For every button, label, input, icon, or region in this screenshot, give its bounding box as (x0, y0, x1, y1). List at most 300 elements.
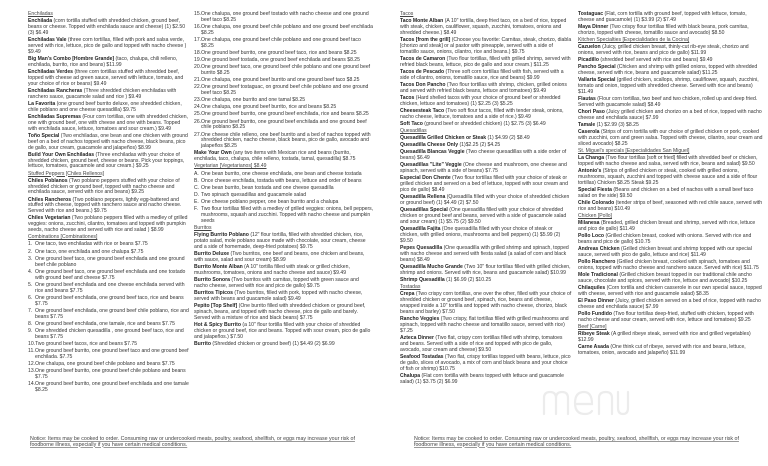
menu-item (400, 122, 572, 128)
menu-item-name: Pepito [Top Shelf] (194, 302, 238, 309)
section-heading: Chicken [Pollo] (578, 213, 612, 220)
combo-number: 6. (28, 294, 33, 301)
combo-item (28, 342, 190, 348)
menu-item-name: Enchiladas Supremas (28, 113, 81, 120)
menu-item-description: (Three soft corn tortillas filled with fish, served with a side of cilantro, onions, tomatillo sauce, rice and beans) $9.99 (400, 68, 564, 81)
combo-number: 15. (194, 11, 202, 17)
menu-item-name: Quesadilla Blancas Veggie (400, 149, 465, 156)
menu-item-description: (three corn tortillas stuffed with shredded beef, topped with cheese ad green sauce, served with lettuce, tomato, and your choice of rice or beans) $9.49 (28, 68, 184, 87)
section-heading: Stuffed Peppers [Chiles Rellenos] (28, 170, 105, 177)
combo-description: One ground beef burrito, one ground beef chile poblano and beans $7.75 (35, 367, 186, 380)
combo-number: C. (194, 184, 200, 191)
menu-item (400, 227, 572, 245)
combo-number: 4. (28, 268, 33, 275)
menu-item-description: (One quesadilla filled with your choice of shredded chicken or ground beef and beans, served with a side of guacamole salad and sour cream) (1) $5.75 (2) $9.50 (400, 207, 567, 225)
combo-number: F. (194, 206, 198, 213)
menu-item (194, 252, 374, 264)
menu-item (578, 260, 764, 272)
menu-item-description: (Corn tortilla and chicken casserole in our own special sauce, topped with cheese, served with rice and guacamole salad) $8.35 (578, 285, 762, 298)
combo-description: One chalupa, one ground beef chile poblano and one ground beef enchilada $8.25 (201, 24, 373, 36)
menu-item (400, 176, 572, 194)
menu-item-name: Enchiladas Vale (28, 37, 67, 43)
combo-item (194, 98, 374, 104)
menu-item (400, 336, 572, 354)
section-heading: St. Miguel's specials [Especialidades San Miguel] (578, 148, 690, 155)
menu-item-description: (1)$2.25 (2) $4.25 (458, 142, 501, 149)
combo-description: One chalupa, one burrito and one tamal $8.25 (201, 97, 306, 104)
menu-item-description: (Two enchiladas, one bean and one chicken with ground beef on a bed of nachos topped with nacho cheese, black beans, pico de gallo, sour cream, guacamole and jalapeños) $8.99 (28, 132, 188, 151)
menu-item (28, 198, 190, 216)
menu-item-name: Carne Asada (578, 344, 609, 351)
menu-item (578, 299, 764, 311)
menu-item-name: Burritos Tipicos (194, 289, 233, 296)
menu-item (578, 78, 764, 96)
combo-description: One ground beef tostaguac, on ground beef chile poblano and one ground beef taco $8.25 (201, 84, 369, 97)
menu-item (400, 163, 572, 175)
combo-number: 1. (28, 241, 33, 248)
menu-item-description: (three corn tortillas, filled with pork and salsa verde, served with rice, lettuce, pico de gallo and topped with nacho cheese ) $9.49 (28, 37, 187, 55)
menu-item (578, 97, 764, 109)
menu-item-name: Chiles Rancheros (28, 196, 72, 203)
combo-description: One ground beef enchilada, one ground beef chile poblano, rice and beans $7.75 (35, 307, 189, 320)
combo-item (194, 85, 374, 97)
menu-item (194, 323, 374, 341)
menu-item-description: (A grilled ribeye steak, served with rice and grilled vegetables) $12.99 (578, 331, 751, 344)
menu-item-name: Pepes Quesadilla (400, 245, 443, 251)
menu-item-name: Chiles Vegetarian (28, 215, 71, 222)
section-heading: Beef [Carne] (578, 324, 607, 331)
menu-item-name: Burrito Deluxe (194, 250, 230, 257)
menu-item-description: (Two poblano peppers filled with a medley of grilled veggies: onions, zucchini, cilantro, tomatoes and topped with pumpkin seeds, nacho cheese and served with rice and salad ) $8.99 (28, 215, 188, 234)
menu-item-name: La Changa (578, 155, 605, 162)
menu-item-name: Tacos de Pescado (400, 68, 445, 75)
combo-description: One ground beef burrito, one ground beef taco, rice and beans $8.25 (201, 50, 357, 56)
combo-number: 2. (28, 248, 33, 255)
menu-item-name: Quesadillas "Lite" Veggie (400, 162, 462, 169)
menu-item-name: Quesadilla Fajita (400, 226, 441, 233)
menu-item-name: Tostaguac (578, 11, 604, 17)
menu-item (400, 83, 572, 95)
menu-item-name: Quesadilla Mucho Grande (400, 263, 463, 270)
menu-item-name: Enchiladas Rancheras (28, 87, 83, 94)
menu-item-description: (tender strips of beef, seasoned with red chile sauce, served with rice and beans) $10.49 (578, 200, 763, 212)
menu-item-name: Flautas (578, 96, 596, 103)
combo-item (28, 369, 190, 381)
menu-item-name: Quesadilla Cheese Only (400, 142, 459, 149)
menu-item-description: (Three enchiladas with your choice of shredded chicken, ground beef, cheese or beans. Pick your toppings, lettuce, tomatoes, guacamole and sour cream.) $9.25 (28, 151, 185, 170)
menu-item-name: Vallarta Special (578, 77, 616, 84)
menu-item (400, 57, 572, 69)
menu-item-description: (Two flour tortillas filled with your choice of steak or grilled chicken and served on a bed of lettuce, topped with sour cream and pico de gallo) $8.49 (400, 175, 568, 194)
menu-item-description: (a 10" flour tortilla filled with your choice of shredded chicken or ground beef, rice and beans. Topped with sour cream, pico de gallo and jalapeños.) $7.50 (194, 321, 371, 340)
combo-number: 19. (194, 57, 202, 64)
menu-item-name: Quesadilla Rellena (400, 194, 446, 201)
menu-item-name: Shrimp Quesadilla (400, 276, 445, 283)
section-heading: Kitchen Specialties [Especialidades de la Cocina] (578, 37, 690, 43)
combo-description: One chalupa, one ground beef burrito and one ground beef taco $8.25 (201, 77, 360, 84)
menu-item (194, 233, 374, 251)
combo-description: One ground beef taco, one ground beef chile poblano and one ground beef burrito $8.25 (201, 64, 371, 77)
menu-item-description: (Grilled chicken breast and shrimp topped with our special sauce, served with pico de gallo, lettuce and rice) $11.49 (578, 246, 752, 259)
combo-item (194, 186, 374, 192)
menu-item (28, 102, 190, 114)
combo-description: One ground beef taco, one ground beef enchilada and one ground beef chile poblano (35, 255, 185, 268)
combo-item (194, 12, 374, 24)
combo-item (28, 250, 190, 256)
section-heading: Vegetarian [Vegetarianos] $8.49 (194, 163, 267, 170)
menu-item-name: Toño Special (28, 132, 60, 139)
menu-item-description: (grilled chicken, scallops, shrimp, cauliflower, squash, zucchini, tomato and onion, topped with shredded cheese. Served with rice and beans) $11.49 (578, 77, 759, 95)
combo-item (28, 362, 190, 368)
menu-item (400, 278, 572, 284)
combo-description: One ground beef burrito, one ground beef enchilada and one tamale $8.25 (35, 380, 189, 393)
menu-item-name: Caserola (578, 129, 600, 136)
combo-number: 7. (28, 307, 33, 314)
menu-item-name: Big Man's Combo [Hombre Grande] (28, 55, 115, 62)
section-heading: Tacos (400, 11, 414, 17)
menu-item-description: (Beans and chicken on a bed of nachos with a small beef taco salad on the side) $9.50 (578, 187, 754, 199)
combo-item (28, 309, 190, 321)
menu-item-name: Tacos de Camaron (400, 55, 446, 62)
section-heading: Burritos (194, 224, 212, 231)
combo-item (28, 257, 190, 269)
menu-item-description: (Two burritos with carnitas, topped with green sauce and nacho cheese, served with rice and pico de gallo) $9.75 (194, 276, 359, 289)
menu-item (400, 38, 572, 56)
menu-item (194, 342, 374, 348)
menu-item-name: La Favorita (28, 100, 56, 107)
menu-item-description: (One quesadilla with grilled shrimp and spinach, topped with nacho cheese and served with fiesta salad (a salad of corn and black beans) $8.49 (400, 245, 569, 263)
menu-item (400, 195, 572, 207)
menu-item-description: (Chicken and shrimp with grilled onions, topped with shredded cheese, served with rice, beans and guacamole salad) $11.25 (578, 64, 758, 77)
menu-item (400, 136, 572, 142)
menu-item-description: (Two flour tortillas, filled with grilled shrimp, served with refried black beans, lettuce, pico de gallo and sour cream.) $11.25 (400, 55, 571, 68)
combo-number: 18. (194, 50, 202, 56)
menu-item-description: (Two crispy, flat tortillas filled with grilled mushrooms and spinach, topped with nacho cheese and tomatillo sauce, served with rice) $7.25 (400, 315, 569, 334)
menu-item-name: Picadillo (578, 57, 599, 64)
menu-item-name: Build Your Own Enchiladas (28, 151, 95, 158)
combo-number: 13. (28, 367, 36, 374)
combo-number: 8. (28, 320, 33, 327)
menu-item-description: (Two flat, crispy corn tortillas filled with shrimp, tomatoes and beans. Served with a side of rice and topped with pico de gallo, avocado, sour cream and cheese) $9.50 (400, 334, 563, 353)
menu-item-name: Chiles Poblanos (28, 177, 68, 184)
notice-right: Notice: Items may be cooked to order. Consuming raw or undercooked meats, poultry, seafood, shellfish, or eggs may increase your risk of foodborne illness, especially if you have certain medical conditions. (414, 436, 739, 448)
menu-item-description: (One quesadilla filled with your choice of steak or chicken, with grilled onions, mushrooms and bell peppers) (1) $5.99 (2) $9.50 (400, 226, 561, 244)
menu-item-name: Make Your Own (194, 150, 232, 157)
menu-item (578, 123, 764, 129)
combo-number: 12. (28, 360, 36, 367)
menu-item-description: (Two poblano peppers stuffed with your choice of shredded chicken or ground beef, topped with nacho cheese and enchilada sauce, served with rice and beans) $9.25 (28, 177, 180, 196)
menu-item (28, 57, 190, 69)
combo-number: 23. (194, 97, 202, 104)
menu-item-description: (taco, chalupa, chili relleno, enchilada, burrito, rice and beans) $11.99 (28, 55, 178, 68)
menu-item (578, 332, 764, 344)
combo-number: E. (194, 198, 199, 205)
menu-item-name: Hot & Spicy Burrito (194, 321, 241, 328)
menu-item-name: Crepa (400, 291, 415, 298)
combo-item (28, 283, 190, 295)
menu-item (400, 70, 572, 82)
menu-item-description: (Grilled chicken breast, cooked with spinach, tomatoes and onions, topped with nacho cheese and ranchero sauce. Served with rice) $11.75 (578, 259, 759, 272)
menu-item-name: Pollo Fundido (578, 311, 612, 318)
menu-column-2 (194, 12, 374, 349)
menu-item-description: (ground beef or shredded chicken) (1) $2.75 (3) $6.49 (422, 120, 546, 127)
menu-item (28, 179, 190, 197)
menu-column-1 (28, 12, 190, 395)
menu-item (400, 374, 572, 386)
menu-item (194, 151, 374, 163)
combo-description: One chalupa, one ground beef chile poblano and beans $7.75 (35, 360, 175, 367)
menu-item-description: (Four corn tortillas, one with shredded chicken, one with ground beef, one with cheese and one with beans. Topped with enchilada sauce, lettuce, tomatoes and sour cream.) $9.49 (28, 113, 188, 132)
menu-item (400, 19, 572, 37)
menu-item (194, 265, 374, 277)
menu-item (194, 304, 374, 322)
menu-item-name: Maya Dinner (578, 24, 609, 30)
menu-item-name: Chile Colorado (578, 200, 615, 207)
menu-item-name: Tamale (578, 122, 596, 129)
combo-number: B. (194, 177, 199, 184)
menu-item-name: Mole Tradicional (578, 272, 618, 279)
menu-item (578, 110, 764, 122)
menu-item-description: (Hard shelled tacos with your choice of ground beef or shredded chicken, lettuce and tomatoes) (1) $2.25 (3) $5.25 (400, 94, 561, 107)
menu-item-name: Andreas Chicken (578, 246, 620, 253)
menu-item (28, 216, 190, 234)
menu-item-name: Pollo Loco (578, 233, 605, 240)
menu-item-name: Azteca Dinner (400, 334, 434, 341)
combo-description: One chalupa, one ground beef tostado with nacho cheese and one ground beef taco $8.25 (201, 11, 369, 23)
section-heading: Combinations [Combinationes] (28, 234, 98, 241)
section-heading: Quesadillas (400, 128, 427, 134)
menu-item-description: (Two burritos, one beef and beans, one chicken and beans, with sauce, salad and sour cream) $8.99 (194, 250, 365, 263)
menu-item-name: Special Fiesta (578, 187, 612, 194)
combo-description: One ground beef burrito, one ground beef enchilada and one ground beef chile poblano $8.25 (201, 118, 367, 131)
combo-description: One ground beef enchilada, one tamale, rice and beans $7.75 (35, 320, 175, 327)
combo-number: 17. (194, 37, 202, 43)
menu-item-description: (One cheese and mushroom, one cheese and spinach, served with a side of beans) $7.75 (400, 162, 567, 175)
menu-item (400, 317, 572, 335)
menu-item-description: (Two crispy corn tortillas, one over the other, filled with your choice of shredded chicken or ground beef, spinach, rice, beans and cheese, wrapped inside a 10" tortilla and topped with nacho cheese, chorizo, black beans and barley) $7.50 (400, 291, 572, 315)
combo-description: Two flour tortillas filled with a medley of grilled veggies: onions, bell peppers, mushrooms, squash and zucchini. Topped with nacho cheese and pumpkin seeds (201, 206, 374, 224)
combo-item (194, 65, 374, 77)
menu-item-name: Tacos [from the grill] (400, 37, 451, 43)
menu-item (194, 291, 374, 303)
menu-item-name: Pollo Ranchero (578, 259, 616, 266)
menu-item-description: (Two cheese quesadillas with a side order of beans) $6.49 (400, 149, 567, 162)
combo-item (28, 242, 190, 248)
menu-item (194, 278, 374, 290)
menu-item (28, 89, 190, 101)
combo-number: 22. (194, 84, 202, 91)
menu-item (400, 265, 572, 277)
menu-item-name: Cheesesteak Taco (400, 107, 445, 114)
menu-item-description: (one ground beef burrito deluxe, one shredded chicken, chile poblano and one cheese quesadilla) $9.75 (28, 100, 182, 113)
menu-item-name: Flying Burrito Poblano (194, 232, 249, 239)
combo-item (194, 38, 374, 50)
menu-item-name: Burrito (194, 340, 211, 347)
menu-item-name: Cazuelon (578, 44, 601, 51)
combo-item (28, 329, 190, 341)
menu-item-name: Pancho Special (578, 64, 616, 71)
menu-item-description: (Flat, corn tortilla with ground beef, topped with lettuce, tomato, cheese and guacamole) (1) $3.99 (2) $7.49 (578, 11, 747, 23)
combo-description: One cheese poblano pepper, one bean burrito and a chalupa (201, 198, 339, 205)
combo-description: One bean burrito, bean tostada and one cheese quesadilla (201, 184, 334, 191)
combo-item (194, 51, 374, 57)
combo-item (194, 105, 374, 111)
menu-item (578, 58, 764, 64)
combo-description: One ground beef enchilada, one ground beef taco, rice and beans $7.75 (35, 294, 184, 307)
combo-number: 27. (194, 131, 202, 138)
combo-number: 21. (194, 77, 202, 84)
menu-item (28, 19, 190, 37)
menu-item-description: (Grilled chicken breast topped in our traditional chile ancho sauce, chocolate and spices, served with rice, lettuce and avocado) $10.25 (578, 272, 752, 285)
menu-item-description: (Two flour tortillas deep-fried, stuffed with chicken, topped with nacho cheese and sour cream, served with rice, lettuce and tomatoes) $9.25 (578, 311, 754, 324)
menu-item (28, 70, 190, 88)
menu-item-description: (Strips of corn tortilla with our choice of grilled chicken or pork, cooked with zucchini, corn and green salsa. Topped with cheese, cilantro, sour cream and sliced avocado) $8.25 (578, 129, 763, 147)
menu-item-name: Rancho Veggies (400, 315, 440, 322)
combo-description: One ground beef burrito, one ground beef enchilada, rice and beans $8.25 (201, 111, 369, 118)
combo-number: 20. (194, 64, 202, 71)
combo-number: 16. (194, 24, 202, 30)
menu-item (400, 109, 572, 121)
menu-item-name: Taco Monte Alban (400, 18, 444, 25)
menu-item-name: Seafood Tostadas (400, 353, 444, 360)
menu-item-description: (One think cut of ribeye, served with rice and beans, lettuce, tomatoes, onion, avocado and jalapeño) $11.99 (578, 344, 746, 357)
menu-item-name: Ribeye Steak (578, 331, 610, 338)
menu-item-description: (Flour corn tortillas, two beef and two chicken, rolled up and deep fried. Served with guacamole salad) $8.49 (578, 96, 758, 108)
menu-item (28, 115, 190, 133)
combo-description: Two ground beef tacos, rice and beans $7.75 (35, 340, 138, 347)
menu-item-description: (Two burritos, filled with pork, topped with nacho cheese, served with beans and guacamole salad) $9.49 (194, 289, 363, 302)
combo-item (28, 349, 190, 361)
menu-item-description: (Juicy, grilled chicken served on a bed of rice, topped with nacho cheese and enchilada sauce) $7.99 (578, 298, 761, 311)
combo-description: One taco, two enchiladas with rice or beans $7.75 (35, 241, 148, 248)
menu-item-name: Tacos Don Pancho (400, 81, 446, 88)
menu-item-description: (Two crispy flour tortillas filled with black beans, pork carnitas, chorizo, topped with cheese, tomatillo sauce and avocado) $8.50 (578, 24, 749, 36)
menu-item (578, 286, 764, 298)
combo-description: One bean burrito, one cheese enchilada, one bean and cheese tostada (201, 170, 362, 177)
menu-item-name: Chori Paso (578, 109, 605, 116)
menu-item-name: Quesadilla Grilled Chicken or Steak (400, 135, 487, 142)
combo-item (194, 58, 374, 64)
combo-number: 5. (28, 281, 33, 288)
menu-item-name: Burrito Monte Alban (194, 263, 243, 270)
menu-item-description: (12" flour tortilla, filled with shredded chicken, rice, potato salad, mole poblano sauce made with chocolate, sour cream, cheese and a side of homemade, deep-fried potatoes) $9.75 (194, 232, 366, 250)
combo-item (194, 25, 374, 37)
combo-item (194, 78, 374, 84)
menu-item-description: (Two flour tortillas [soft or fried] filled with shredded beef or chicken, topped with nacho cheese and salsa, served with rice, beans and salad) $9.50 (578, 155, 758, 168)
menu-item (578, 130, 764, 148)
menu-item-description: (shredded beef served with rice and beans) $9.49 (598, 57, 713, 64)
combo-description: One ground beef tostada, one ground beef enchilada and beans $8.25 (201, 57, 360, 64)
menu-item (28, 153, 190, 171)
menu-item-description: (Two soft flour tacos, filled with tender steak, onions, nacho cheese, lettuce, tomatoes and a side of rice.) $9.49 (400, 107, 564, 120)
menu-item-description: (Two poblano peppers, lightly egg-battered and stuffed with cheese, topped with ranchero sauce and nacho cheese. Served with rice and beans.) $9.75 (28, 196, 182, 215)
combo-number: 9. (28, 327, 33, 334)
section-heading: Enchiladas (28, 11, 53, 17)
combo-description: One ground beef taco, one ground beef enchilada and one tostado with ground beef and cheese $7.75 (35, 268, 186, 281)
menu-item (578, 169, 764, 187)
menu-item-name: Especial Don Chente (400, 175, 451, 182)
menu-column-3 (400, 12, 572, 387)
menu-item (400, 208, 572, 226)
menu-column-4 (578, 12, 764, 358)
menu-item (578, 65, 764, 77)
combo-description: One ground beef enchilada and one cheese enchilada served with rice and beans $7.75 (35, 281, 185, 294)
menu-item (400, 355, 572, 373)
combo-item (194, 193, 374, 199)
combo-item (194, 207, 374, 225)
menu-item-name: El Paso Dinner (578, 298, 614, 305)
combo-number: D. (194, 191, 200, 198)
menu-item (578, 221, 764, 233)
combo-number: 24. (194, 104, 202, 111)
menu-item-description: (Shredded chicken or ground beef) (1) $4.49 (2) $6.99 (210, 340, 335, 347)
combo-description: One taco, one enchilada and one chalupa $7.75 (35, 248, 144, 255)
menu-item-name: Enchiladas Verdes (28, 68, 74, 75)
menu-item-description: (Two flat, crispy tortillas topped with beans, lettuce, pico de gallo, slices of avocado, a mix of corn and black beans and your choice of fish or shrimp) $10.75 (400, 353, 571, 372)
menu-item-description: (corn tortilla stuffed with shredded chicken, ground beef, beans or cheese. Topped with enchilada sauce and cheese) (1) $2.50 (3) $6.49 (28, 18, 186, 36)
menu-item-description: (1) $6.99 (2) $10.25 (444, 276, 492, 283)
combo-number: 26. (194, 118, 202, 125)
menu-item (578, 12, 764, 24)
menu-item-name: Burrito Sonora (194, 276, 230, 283)
menu-item (578, 188, 764, 200)
combo-number: 14. (28, 380, 36, 387)
menu-item (400, 246, 572, 264)
menu-item-name: Soft Taco (400, 120, 423, 127)
menu-item (28, 134, 190, 152)
menu-item-description: (A 10" tortilla filled with steak or grilled chicken, mushrooms, tomatoes, onions and nacho cheese and sauce) $9.49 (194, 263, 350, 276)
menu-item-description: (Quesadilla filled with your choice of shredded chicken or ground beef) (1) $4.49 (2) $7.50 (400, 194, 570, 207)
combo-number: 10. (28, 340, 36, 347)
combo-description: Two spinach quesadillas and guacamole salad (201, 191, 307, 198)
menu-item-name: Chilaquiles (578, 285, 606, 292)
menu-item-name: Milanesa (578, 220, 600, 227)
menu-item (578, 25, 764, 37)
menu-item-name: Antonio's (578, 168, 602, 175)
combo-item (28, 382, 190, 394)
menu-item (400, 143, 572, 149)
combo-item (28, 270, 190, 282)
menu-item (578, 273, 764, 285)
menu-item (400, 150, 572, 162)
menu-item (578, 345, 764, 357)
combo-item (194, 112, 374, 118)
combo-description: One chalupa, one ground beef chile poblano and one ground beef taco $8.25 (201, 37, 361, 49)
menu-item-name: Enchilada (28, 18, 53, 25)
menu-item-description: (Juicy grilled chicken and chorizo on a bed of rice, topped with nacho cheese and enchilada sauce) $7.99 (578, 109, 762, 121)
menu-item (400, 96, 572, 108)
combo-description: One shredded chicken quesadilla , one ground beef taco, rice and beans $7.75 (35, 327, 184, 340)
menu-item-description: (Flat corn tortilla with beans topped with lettuce and guacamole salad) (1) $3.75 (2) $6.99 (400, 372, 564, 385)
combo-number: A. (194, 170, 199, 177)
menu-item-description: (A 10" tortilla, deep fried taco, on a bed of rice, topped with steak, chicken, cauliflower, squash, zucchini, tomatoes, onions and shredded cheese.) $8.49 (400, 18, 567, 36)
menu-item-description: (Two 10" flour tortillas filled with grilled chicken, shrimp and onions. Served with rice, beans and guacamole salad) $10.99 (400, 263, 571, 276)
menu-item-description: (1) $4.99 (2) $8.49 (486, 135, 530, 142)
menu-item (28, 38, 190, 56)
menu-item-description: (Two flour tortillas with shrimp, chicken, grilled onions and served with refried black beans, lettuce and tomatoes) $9.49 (400, 81, 567, 94)
menu-item-name: Tacos (400, 94, 415, 101)
combo-description: Once cheese enchilada, tostada with beans, lettuce and order of beans (201, 177, 362, 184)
menu-item-description: (Breaded, grilled chicken breast and shrimp, served with rice, lettuce and pico de gallo) $11.49 (578, 220, 756, 233)
combo-number: 3. (28, 255, 33, 262)
menu-item-description: (any two items with Mexican rice and beans (burrito, enchilada, taco, chalupa, chile relleno, tostada, tamal, quesadilla) $8.75 (194, 150, 356, 163)
menu-item (578, 312, 764, 324)
menu-item (578, 201, 764, 213)
combo-item (28, 296, 190, 308)
menu-item (400, 292, 572, 316)
menu-item (578, 247, 764, 259)
menu-item-description: (Juicy, grilled chicken breast, thinly-cut rib-eye steak, chorizo and onions, served with rice, beans and pico de gallo) $11.99 (578, 44, 749, 56)
